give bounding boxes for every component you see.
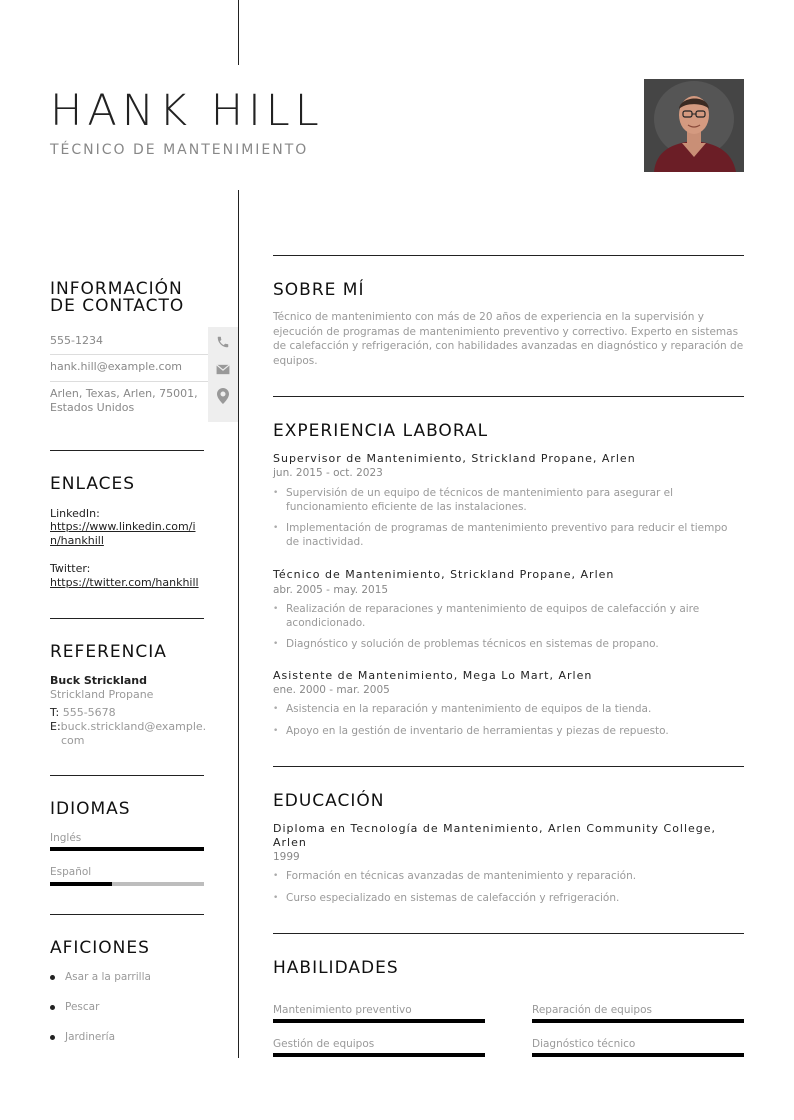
languages-heading: IDIOMAS <box>50 799 131 819</box>
about-text: Técnico de mantenimiento con más de 20 años de experiencia en la supervisión y ejecución de programas de mantenimiento preventivo y correctivo. Experto en sistemas de calefacción y refrigeración, con habilidades avanzadas en diagnóstico y reparación de equipos. <box>273 311 744 367</box>
job-title: Supervisor de Mantenimiento, Strickland Propane, Arlen <box>273 452 636 465</box>
reference-phone: T: 555-5678 <box>50 706 116 719</box>
linkedin-label: LinkedIn: <box>50 507 100 520</box>
section-divider <box>273 933 744 934</box>
envelope-icon <box>208 359 238 379</box>
contact-heading: INFORMACIÓN DE CONTACTO <box>50 279 185 316</box>
skill-level-bar <box>532 1019 744 1023</box>
twitter-link[interactable]: https://twitter.com/hankhill <box>50 576 199 589</box>
skill-level-fill <box>532 1019 744 1023</box>
skill-level-bar <box>273 1019 485 1023</box>
skill-level-fill <box>273 1019 485 1023</box>
job-dates: jun. 2015 - oct. 2023 <box>273 467 383 479</box>
education-bullet: • Formación en técnicas avanzadas de mantenimiento y reparación. <box>273 869 743 883</box>
profile-photo <box>644 79 744 172</box>
language-level-bar <box>50 847 204 851</box>
reference-email: E:buck.strickland@example. com <box>50 720 207 747</box>
skill-label: Mantenimiento preventivo <box>273 1004 412 1016</box>
candidate-title: TÉCNICO DE MANTENIMIENTO <box>50 142 309 158</box>
skill-label: Diagnóstico técnico <box>532 1038 636 1050</box>
skill-level-fill <box>273 1053 485 1057</box>
contact-separator <box>50 381 208 382</box>
about-heading: SOBRE MÍ <box>273 280 365 300</box>
skill-label: Reparación de equipos <box>532 1004 652 1016</box>
contact-address: Arlen, Texas, Arlen, 75001, Estados Unidos <box>50 387 198 414</box>
education-bullet: • Curso especializado en sistemas de calefacción y refrigeración. <box>273 891 743 905</box>
education-heading: EDUCACIÓN <box>273 791 385 811</box>
hobby-item: Pescar <box>50 1001 99 1013</box>
map-pin-icon <box>208 386 238 406</box>
reference-name: Buck Strickland <box>50 674 147 687</box>
contact-email: hank.hill@example.com <box>50 360 183 373</box>
skill-label: Gestión de equipos <box>273 1038 375 1050</box>
contact-separator <box>50 354 208 355</box>
section-divider <box>273 766 744 767</box>
column-divider-line <box>238 190 239 1058</box>
job-bullet: • Apoyo en la gestión de inventario de herramientas y piezas de repuesto. <box>273 724 743 738</box>
job-bullet: • Diagnóstico y solución de problemas técnicos en sistemas de propano. <box>273 637 743 651</box>
twitter-label: Twitter: <box>50 562 91 575</box>
skills-heading: HABILIDADES <box>273 958 399 978</box>
skill-level-bar <box>532 1053 744 1057</box>
contact-phone: 555-1234 <box>50 334 103 347</box>
job-bullet: • Implementación de programas de mantenimiento preventivo para reducir el tiempo de inactividad. <box>273 521 743 549</box>
language-level-fill <box>50 882 112 886</box>
skill-level-bar <box>273 1053 485 1057</box>
education-year: 1999 <box>273 851 300 863</box>
section-divider <box>273 396 744 397</box>
experience-heading: EXPERIENCIA LABORAL <box>273 421 489 441</box>
candidate-name: HANK HILL <box>50 86 324 136</box>
linkedin-link[interactable]: https://www.linkedin.com/i n/hankhill <box>50 520 196 547</box>
job-bullet: • Asistencia en la reparación y mantenimiento de equipos de la tienda. <box>273 702 743 716</box>
phone-icon <box>208 332 238 352</box>
job-dates: abr. 2005 - may. 2015 <box>273 584 389 596</box>
reference-heading: REFERENCIA <box>50 642 167 662</box>
education-degree: Diploma en Tecnología de Mantenimiento, Arlen Community College, Arlen <box>273 822 717 849</box>
reference-company: Strickland Propane <box>50 688 154 701</box>
top-divider-line <box>238 0 239 65</box>
job-bullet: • Realización de reparaciones y mantenimiento de equipos de calefacción y aire acondicionado. <box>273 602 743 630</box>
skill-level-fill <box>532 1053 744 1057</box>
section-divider <box>50 914 204 915</box>
language-label: Español <box>50 866 92 878</box>
language-level-bar <box>50 882 204 886</box>
job-dates: ene. 2000 - mar. 2005 <box>273 684 390 696</box>
hobbies-heading: AFICIONES <box>50 938 150 958</box>
section-divider <box>50 775 204 776</box>
section-divider <box>50 618 204 619</box>
hobby-item: Asar a la parrilla <box>50 971 151 983</box>
language-label: Inglés <box>50 832 82 844</box>
job-title: Técnico de Mantenimiento, Strickland Propane, Arlen <box>273 568 615 581</box>
job-title: Asistente de Mantenimiento, Mega Lo Mart, Arlen <box>273 669 593 682</box>
links-heading: ENLACES <box>50 474 136 494</box>
language-level-fill <box>50 847 204 851</box>
job-bullet: • Supervisión de un equipo de técnicos de mantenimiento para asegurar el funcionamiento eficiente de las instalaciones. <box>273 486 743 514</box>
section-divider <box>273 255 744 256</box>
section-divider <box>50 450 204 451</box>
hobby-item: Jardinería <box>50 1031 115 1043</box>
